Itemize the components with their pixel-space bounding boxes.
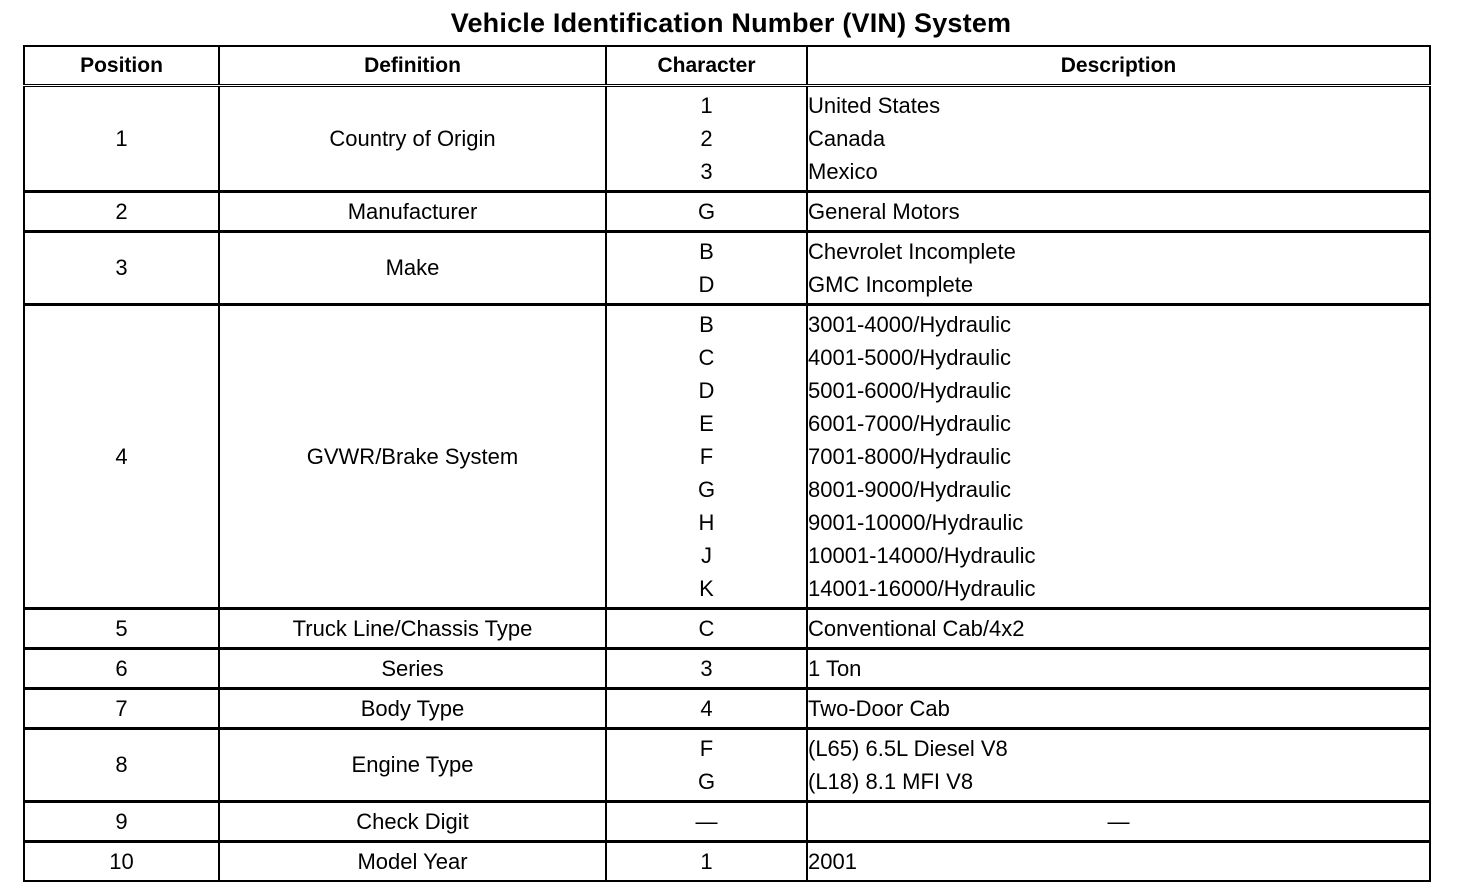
character-value: — [695,809,718,834]
table-row [24,649,1430,689]
cell-definition: Manufacturer [219,192,606,232]
table-row [24,729,1430,802]
table-row [24,192,1430,232]
description-value: 4001-5000/Hydraulic [808,345,1012,370]
description-value: 2001 [808,849,857,874]
cell-position: 1 [24,86,219,192]
cell-character [606,649,807,689]
description-value: — [1107,809,1130,834]
character-value: K [699,576,714,601]
cell-description [807,689,1430,729]
character-value: 2 [700,126,713,151]
header-position: Position [24,46,219,86]
description-value: General Motors [808,199,960,224]
character-value: B [699,239,714,264]
vin-table [23,45,1431,882]
table-row [24,842,1430,882]
header-row [24,46,1430,86]
cell-description [807,649,1430,689]
cell-definition: GVWR/Brake System [219,305,606,609]
cell-character [606,305,807,609]
cell-character [606,842,807,882]
character-value: G [697,769,716,794]
cell-definition: Model Year [219,842,606,882]
description-value: 3001-4000/Hydraulic [808,312,1012,337]
cell-position: 4 [24,305,219,609]
cell-character [606,609,807,649]
character-value: J [701,543,712,568]
cell-definition: Country of Origin [219,86,606,192]
header-description: Description [807,46,1430,86]
cell-character [606,802,807,842]
table-row [24,802,1430,842]
cell-position: 6 [24,649,219,689]
cell-description [807,305,1430,609]
table-row [24,232,1430,305]
description-value: 10001-14000/Hydraulic [808,543,1036,568]
header-definition: Definition [219,46,606,86]
table-row [24,86,1430,192]
character-value: F [699,444,714,469]
cell-position: 3 [24,232,219,305]
character-value: 3 [700,159,713,184]
character-value: 1 [700,93,713,118]
header-character: Character [606,46,807,86]
character-value: 3 [700,656,713,681]
cell-description [807,192,1430,232]
character-value: B [699,312,714,337]
cell-character [606,192,807,232]
description-value: (L65) 6.5L Diesel V8 [808,736,1008,761]
character-value: E [699,411,714,436]
description-value: Conventional Cab/4x2 [808,616,1025,641]
character-value: 4 [700,696,713,721]
character-value: F [699,736,714,761]
description-value: 6001-7000/Hydraulic [808,411,1012,436]
cell-character [606,232,807,305]
cell-definition: Make [219,232,606,305]
description-value: 7001-8000/Hydraulic [808,444,1012,469]
character-value: H [698,510,715,535]
cell-character [606,689,807,729]
character-value: 1 [700,849,713,874]
description-value: Two-Door Cab [808,696,950,721]
cell-definition: Check Digit [219,802,606,842]
cell-definition: Series [219,649,606,689]
cell-position: 10 [24,842,219,882]
character-value: C [698,345,715,370]
character-value: G [697,477,716,502]
description-value: 1 Ton [808,656,862,681]
table-row [24,689,1430,729]
cell-description [807,232,1430,305]
cell-description [807,802,1430,842]
description-value: 14001-16000/Hydraulic [808,576,1036,601]
cell-description [807,609,1430,649]
character-value: D [698,378,715,403]
cell-description [807,729,1430,802]
description-value: Canada [808,126,886,151]
table-title: Vehicle Identification Number (VIN) System [450,8,1012,38]
table-body [24,86,1430,882]
cell-position: 7 [24,689,219,729]
description-value: 9001-10000/Hydraulic [808,510,1024,535]
cell-description [807,842,1430,882]
description-value: 5001-6000/Hydraulic [808,378,1012,403]
description-value: United States [808,93,941,118]
description-value: Mexico [808,159,878,184]
character-value: G [697,199,716,224]
description-value: (L18) 8.1 MFI V8 [808,769,974,794]
cell-definition: Engine Type [219,729,606,802]
character-value: D [698,272,715,297]
cell-definition: Body Type [219,689,606,729]
cell-definition: Truck Line/Chassis Type [219,609,606,649]
character-value: C [698,616,715,641]
table-row [24,305,1430,609]
description-value: Chevrolet Incomplete [808,239,1016,264]
cell-description [807,86,1430,192]
cell-position: 5 [24,609,219,649]
description-value: GMC Incomplete [808,272,974,297]
cell-position: 8 [24,729,219,802]
cell-character [606,86,807,192]
cell-position: 9 [24,802,219,842]
table-row [24,609,1430,649]
description-value: 8001-9000/Hydraulic [808,477,1012,502]
cell-position: 2 [24,192,219,232]
cell-character [606,729,807,802]
